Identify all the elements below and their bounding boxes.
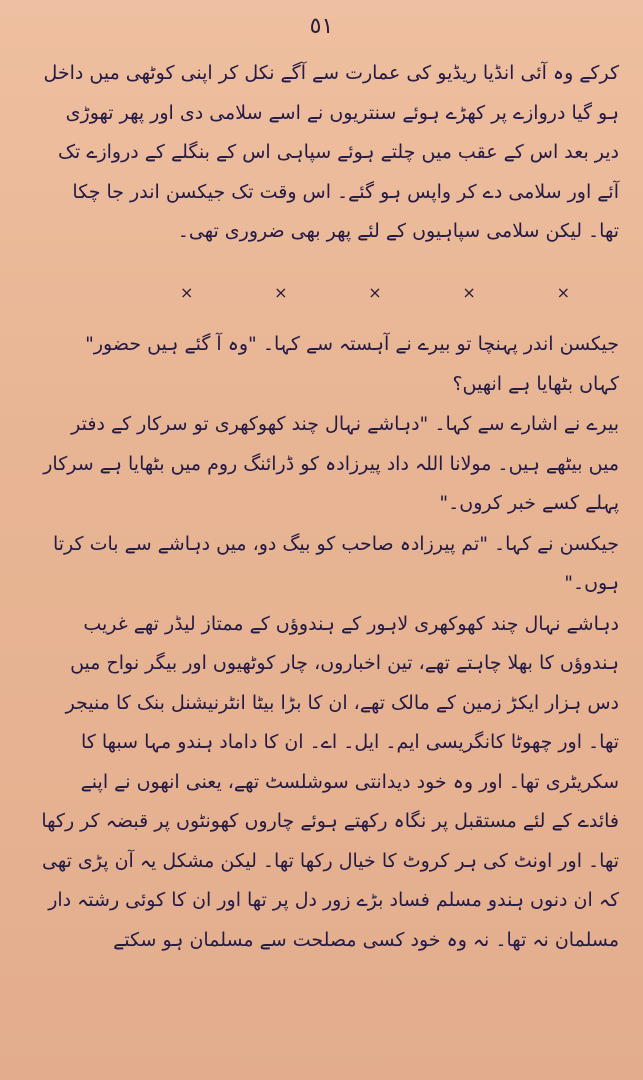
paragraph: کرکے وہ آئی انڈیا ریڈیو کی عمارت سے آگے نکل کر اپنی کوٹھی میں داخل ہو گیا دروازے پر کھڑے ہوئے سنتریوں نے اسے سلامی دی اور پھر تھوڑی دیر بعد اس کے عقب میں چلتے ہوئے سپاہی اس کے بنگلے کے دروازے تک آئے اور سلامی دے کر واپس ہو گئے۔ اس وقت تک جیکسن اندر جا چکا تھا۔ لیکن سلامی سپاہیوں کے لئے پھر بھی ضروری تھی۔	[43, 62, 619, 242]
divider-mark: ×	[274, 282, 288, 302]
divider-mark: ×	[556, 282, 570, 302]
text-block-main	[40, 325, 619, 960]
divider-mark: ×	[368, 282, 382, 302]
page-number: ٥١	[309, 14, 334, 39]
paragraph: جیکسن نے کہا۔ "تم پیرزادہ صاحب کو بیگ دو، میں دہاشے سے بات کرتا ہوں۔"	[52, 532, 619, 594]
divider-mark: ×	[462, 282, 476, 302]
paragraph: جیکسن اندر پہنچا تو بیرے نے آہستہ سے کہا۔ "وہ آ گئے ہیں حضور" کہاں بٹھایا ہے انھیں؟	[85, 333, 619, 395]
paragraph: بیرے نے اشارے سے کہا۔ "دہاشے نہال چند کھوکھری تو سرکار کے دفتر میں بیٹھے ہیں۔ مولانا اللہ داد پیرزادہ کو ڈرائنگ روم میں بٹھایا ہے سرکار پہلے کسے خبر کروں۔"	[43, 413, 619, 514]
text-block-top	[40, 54, 619, 252]
paragraph: دہاشے نہال چند کھوکھری لاہور کے ہندوؤں کے ممتاز لیڈر تھے غریب ہندوؤں کا بھلا چاہتے تھے، تین اخباروں، چار کوٹھیوں اور بیگر نواح میں دس ہزار ایکڑ زمین کے مالک تھے، ان کا بڑا بیٹا انٹرنیشنل بنک کا منیجر تھا۔ اور چھوٹا کانگریسی ایم۔ ایل۔ اے۔ ان کا داماد ہندو مہا سبھا کا سکریٹری تھا۔ اور وہ خود دیدانتی سوشلسٹ تھے، یعنی انھوں نے اپنے فائدے کے لئے مستقبل پر نگاہ رکھتے ہوئے چاروں کھونٹوں پر قبضہ کر رکھا تھا۔ اور اونٹ کی ہر کروٹ کا خیال رکھا تھا۔ لیکن مشکل یہ آن پڑی تھی کہ ان دنوں ہندو مسلم فساد بڑے زور دل پر تھا اور ان کا کوئی رشتہ دار مسلمان نہ تھا۔ نہ وہ خود کسی مصلحت سے مسلمان ہو سکتے	[41, 612, 619, 951]
section-divider	[180, 282, 570, 302]
divider-mark: ×	[180, 282, 194, 302]
